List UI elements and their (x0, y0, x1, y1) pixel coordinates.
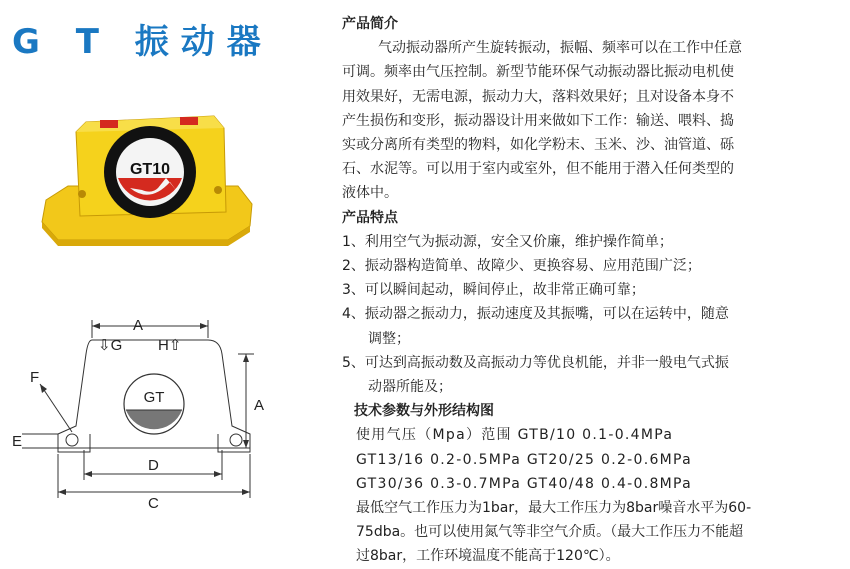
feature-item: 4、振动器之振动力，振动速度及其振嘴，可以在运转中，随意 (342, 306, 729, 323)
product-label: GT10 (129, 161, 171, 178)
intro-line: 液体中。 (342, 185, 398, 202)
page-title: G T 振动器 (12, 22, 273, 62)
feature-item: 5、可达到高振动数及高振动力等优良机能，并非一般电气式振 (342, 354, 729, 371)
dimension-label-c: C (148, 495, 159, 512)
dimension-label-e: E (12, 433, 23, 450)
feature-item: 2、振动器构造简单、故障少、更换容易、应用范围广泛； (342, 258, 701, 275)
dimension-label-a-side: A (254, 397, 265, 414)
specs-heading: 技术参数与外形结构图 (354, 403, 494, 420)
feature-item: 3、可以瞬间起动，瞬间停止，故非常正确可靠； (342, 282, 645, 299)
intro-line: 产生损伤和变形，振动器设计用来做如下工作：输送、喂料、捣 (342, 112, 734, 129)
dimension-label-g: ⇩G (98, 337, 123, 354)
feature-item-continued: 调整； (368, 330, 410, 347)
spec-line: 最低空气工作压力为1bar，最大工作压力为8bar噪音水平为60- (356, 500, 752, 517)
dimension-label-d: D (148, 457, 159, 474)
intro-line: 可调。频率由气压控制。新型节能环保气动振动器比振动电机使 (342, 64, 734, 81)
dimension-label-h: H⇧ (158, 337, 182, 354)
spec-line: 75dba。也可以使用氮气等非空气介质。（最大工作压力不能超 (356, 524, 744, 541)
feature-item: 1、利用空气为振动源，安全又价廉，维护操作简单； (342, 233, 673, 250)
features-heading: 产品特点 (342, 209, 398, 226)
description-column (342, 12, 842, 569)
intro-line: 用效果好，无需电源，振动力大，落料效果好；且对设备本身不 (342, 88, 734, 105)
spec-line: GT13/16 0.2-0.5MPa GT20/25 0.2-0.6MPa (356, 451, 693, 468)
intro-line: 石、水泥等。可以用于室内或室外，但不能用于潜入任何类型的 (342, 161, 734, 178)
dimension-label-f: F (30, 369, 40, 386)
intro-line: 实或分离所有类型的物料，如化学粉末、玉米、沙、油管道、砾 (342, 137, 734, 154)
intro-line: 气动振动器所产生旋转振动，振幅、频率可以在工作中任意 (378, 40, 742, 57)
dial-label: GT (143, 389, 165, 406)
spec-line: 过8bar，工作环境温度不能高于120℃）。 (356, 548, 620, 565)
spec-line: 使用气压（Mpa）范围 GTB/10 0.1-0.4MPa (356, 427, 674, 444)
spec-line: GT30/36 0.3-0.7MPa GT40/48 0.4-0.8MPa (356, 475, 693, 492)
dimension-label-a-top: A (132, 317, 144, 334)
dimension-drawing (10, 314, 275, 514)
product-photo (38, 108, 258, 248)
feature-item-continued: 动器所能及； (368, 379, 452, 396)
intro-heading: 产品简介 (342, 16, 398, 32)
